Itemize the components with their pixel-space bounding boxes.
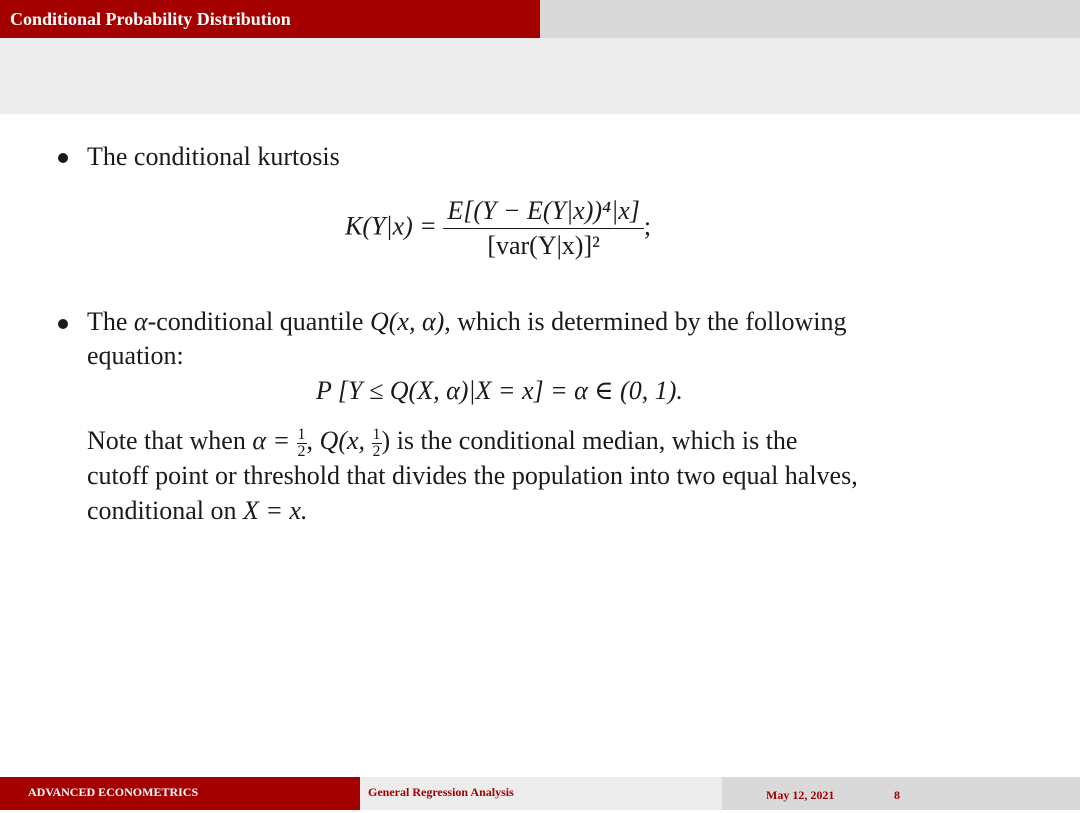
footer-course: ADVANCED ECONOMETRICS <box>0 777 360 810</box>
bullet2-mid: -conditional quantile <box>147 307 364 336</box>
bullet2-pre: The <box>87 307 128 336</box>
half-denominator: 2 <box>297 442 306 460</box>
alpha-symbol: α <box>133 307 148 336</box>
half-fraction <box>372 427 382 460</box>
note-q: Q(x, <box>319 426 366 455</box>
footer-meta <box>722 777 1080 810</box>
note-line3-pre: conditional on <box>87 496 237 525</box>
kurtosis-lhs: K(Y|x) = <box>345 211 437 241</box>
header-band <box>0 38 1080 114</box>
footer-date: May 12, 2021 <box>766 788 835 802</box>
bullet-dot <box>58 319 68 329</box>
note-line3-math: X = x. <box>242 496 308 525</box>
note-close: ) <box>381 426 391 455</box>
footer-chapter: General Regression Analysis <box>360 777 722 810</box>
section-title: Conditional Probability Distribution <box>0 0 540 38</box>
quantile-symbol: Q(x, α) <box>369 307 445 336</box>
note-alpha: α = <box>252 426 291 455</box>
slide-content <box>0 114 1080 774</box>
bullet-dot <box>58 153 68 163</box>
note-post: is the conditional median, which is the <box>396 426 798 455</box>
quantile-equation: P [Y ≤ Q(X, α)|X = x] = α ∈ (0, 1). <box>316 376 683 405</box>
half-fraction <box>297 427 307 460</box>
half-denominator: 2 <box>372 442 381 460</box>
bullet2-post: , which is determined by the following <box>444 307 847 336</box>
footer-page-number: 8 <box>894 788 900 802</box>
header-bar <box>0 0 1080 38</box>
note-pre: Note that when <box>87 426 246 455</box>
half-numerator: 1 <box>372 425 381 443</box>
footer-bar <box>0 777 1080 810</box>
bullet2-line1 <box>87 305 846 339</box>
kurtosis-equation <box>345 196 651 261</box>
bullet2-line2: equation: <box>87 341 184 370</box>
kurtosis-denominator: [var(Y|x)]² <box>487 231 600 260</box>
note-comma: , <box>306 426 314 455</box>
bullet1-text: The conditional kurtosis <box>87 142 340 171</box>
kurtosis-semicolon: ; <box>643 211 652 241</box>
note-line3 <box>87 494 307 528</box>
kurtosis-numerator: E[(Y − E(Y|x))⁴|x] <box>443 196 644 229</box>
note-line2: cutoff point or threshold that divides the population into two equal halves, <box>87 461 858 490</box>
kurtosis-fraction <box>443 196 644 261</box>
half-numerator: 1 <box>297 425 306 443</box>
note-line1 <box>87 424 797 460</box>
